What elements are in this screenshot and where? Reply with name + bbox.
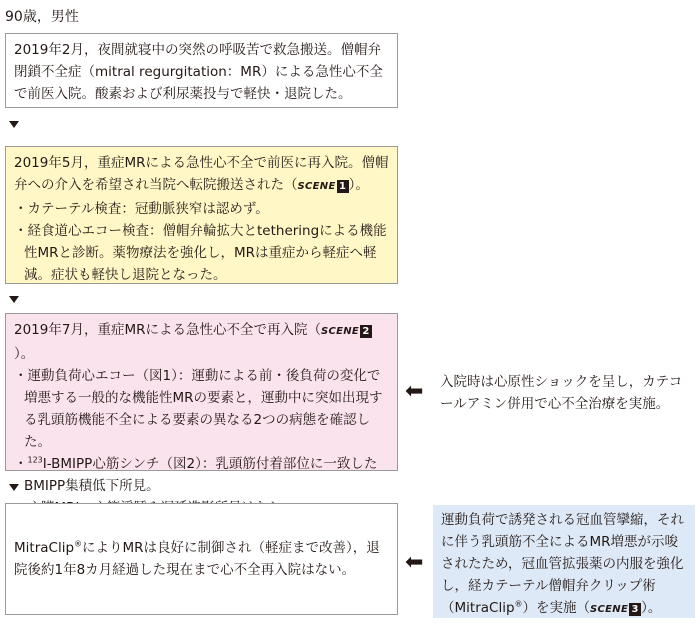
box1-text: 2019年2月，夜間就寝中の突然の呼吸苦で救急搬送。僧帽弁閉鎖不全症（mitral regurgitation：MR）による急性心不全で前医入院。酸素および利尿薬投与で軽快・退院した。 [14,42,383,102]
side-note-shock: 入院時は心原性ショックを呈し，カテコールアミン併用で心不全治療を実施。 [440,374,683,412]
box2-intro: 2019年5月，重症MRによる急性心不全で前医に再入院。僧帽弁への介入を希望され当院へ転院搬送された（SCENE 1 ）。 [14,155,389,193]
down-arrow-icon [9,296,19,303]
box3-intro: 2019年7月，重症MRによる急性心不全で再入院（SCENE 2）。 [14,319,389,365]
down-arrow-icon [9,121,19,128]
timeline-box-outcome [5,503,398,615]
scene-badge: SCENE 1 [298,181,349,192]
timeline-box-may-2019 [5,146,398,284]
box2-bullet-catheter: ・カテーテル検査：冠動脈狭窄は認めず。 [14,201,269,217]
left-arrow-icon: ⬅ [405,550,424,575]
box4-text: MitraClip®によりMRは良好に制御され（軽症まで改善），退院後約1年8カ月経過した現在まで心不全再入院はない。 [14,539,380,578]
box2-bullet-tee: ・経食道心エコー検査：僧帽弁輪拡大とtetheringによる機能性MRと診断。薬物療法を強化し，MRは重症から軽症へ軽減。症状も軽快し退院となった。 [14,223,387,283]
left-arrow-icon: ⬅ [405,379,424,404]
patient-header: 90歳，男性 [5,9,79,25]
timeline-box-feb-2019 [5,33,398,108]
timeline-box-jul-2019 [5,313,398,494]
side-note-mitraclip: 運動負荷で誘発される冠血管攣縮，それに伴う乳頭筋不全によるMR増悪が示唆されたため，冠血管拡張薬の内服を強化し，経カテーテル僧帽弁クリップ術（MitraClip®）を実施（SCENE 3 ）。 [433,505,695,618]
box3-bullet-stress-echo: ・運動負荷心エコー（図1）：運動による前・後負荷の変化で増悪する一般的な機能性MRの要素と，運動中に突如出現する乳頭筋機能不全による要素の異なる2つの病態を確認した。 [14,368,383,450]
scene-badge: SCENE 3 [590,604,641,615]
scene-badge: SCENE 2 [321,326,372,337]
down-arrow-icon [9,484,19,491]
box3-bullet-bmipp: ・$^{123}$I-BMIPP心筋シンチ（図2）：乳頭筋付着部位に一致したBMIPP集積低下所見。 [14,455,378,494]
